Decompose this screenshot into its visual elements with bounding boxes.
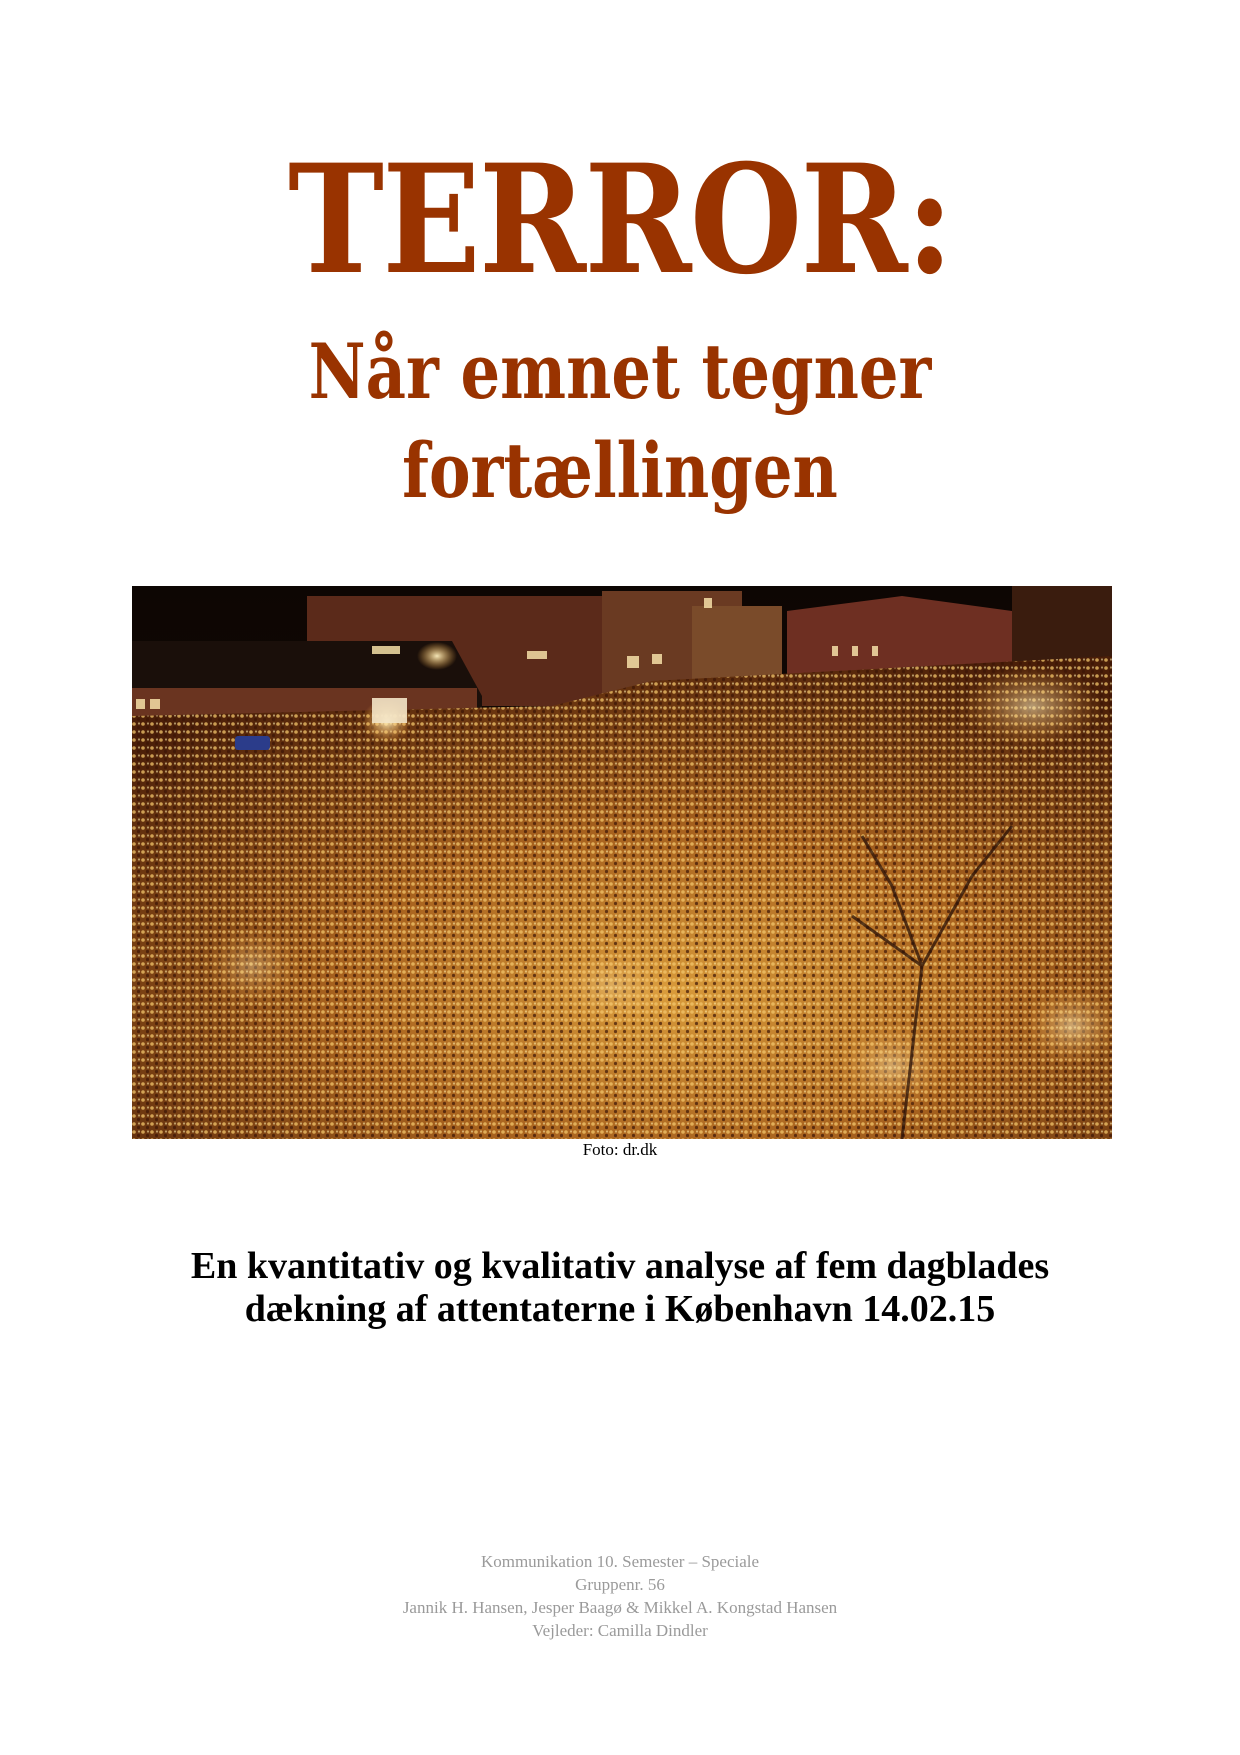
authors: Jannik H. Hansen, Jesper Baagø & Mikkel A. Kongstad Hansen	[402, 1598, 838, 1617]
supervisor: Vejleder: Camilla Dindler	[532, 1621, 708, 1640]
cover-photo	[132, 586, 1112, 1139]
crowd-photo-illustration	[132, 586, 1112, 1139]
thesis-description-line-2: dækning af attentaterne i København 14.02.15	[244, 1288, 996, 1330]
thesis-description-line-1: En kvantitativ og kvalitativ analyse af fem dagblades	[190, 1245, 1050, 1287]
cover-footer	[0, 1550, 1240, 1642]
photo-caption: Foto: dr.dk	[582, 1140, 658, 1159]
title-subtitle	[112, 322, 1129, 520]
group-number: Gruppenr. 56	[575, 1575, 665, 1594]
title-main: TERROR:	[288, 132, 952, 308]
title-subtitle-line-1: Når emnet tegner	[308, 327, 932, 416]
title-subtitle-line-2: fortællingen	[402, 426, 838, 515]
thesis-description	[0, 1245, 1240, 1331]
program-line: Kommunikation 10. Semester – Speciale	[480, 1552, 760, 1571]
